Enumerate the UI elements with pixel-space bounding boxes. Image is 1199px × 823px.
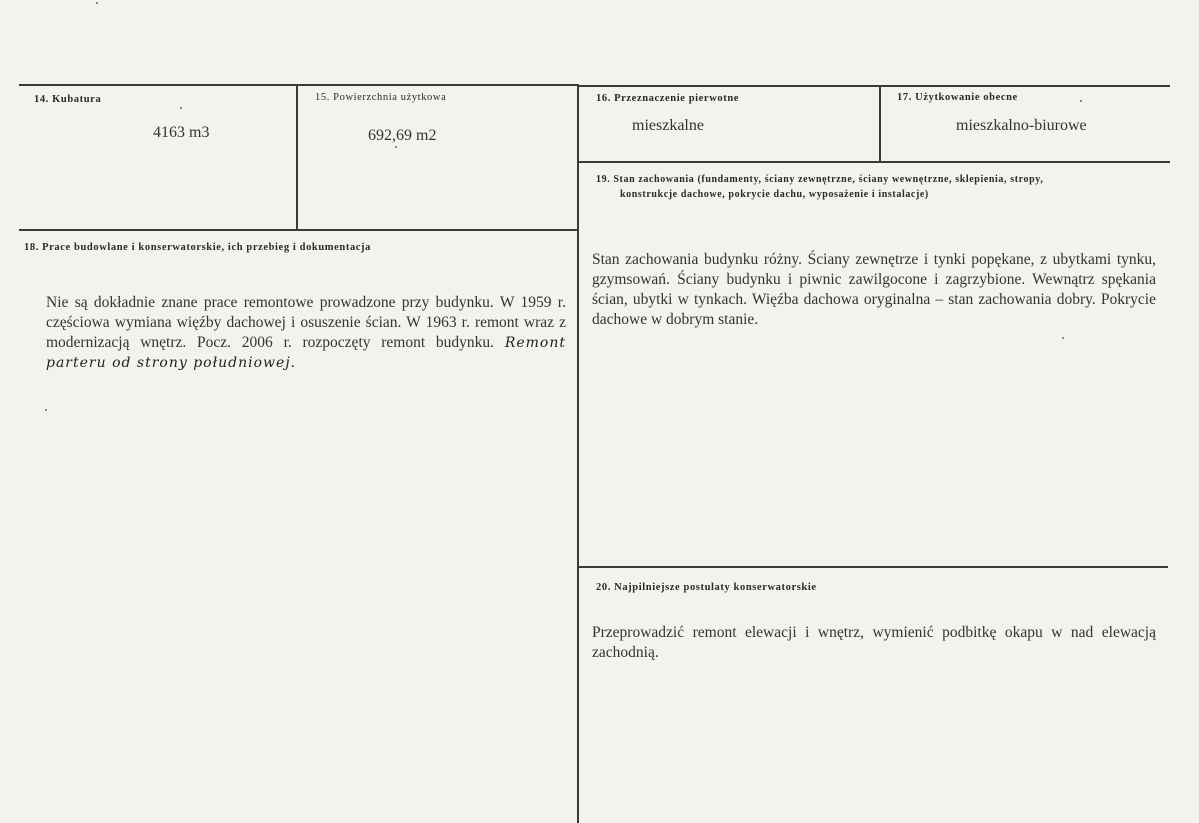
field-20-label: 20. Najpilniejsze postulaty konserwatorskie xyxy=(596,582,817,593)
border-under-16-17 xyxy=(578,161,1170,163)
field-20-text: Przeprowadzić remont elewacji i wnętrz, wymienić podbitkę okapu w nad elewacją zachodnią. xyxy=(592,624,1156,661)
field-17-label: 17. Użytkowanie obecne xyxy=(897,92,1018,103)
divider-16-17 xyxy=(879,85,881,161)
scan-speck xyxy=(45,409,47,411)
border-above-20 xyxy=(578,566,1168,568)
field-16-label: 16. Przeznaczenie pierwotne xyxy=(596,93,740,104)
top-border-right xyxy=(578,85,1170,87)
scan-speck xyxy=(180,107,182,109)
field-19-label-line2: konstrukcje dachowe, pokrycie dachu, wyposażenie i instalacje) xyxy=(620,189,929,200)
field-15-value: 692,69 m2 xyxy=(368,127,437,144)
border-under-14-15 xyxy=(19,229,579,231)
field-17-value: mieszkalno-biurowe xyxy=(956,117,1087,134)
field-18-handwritten-note: Remont parteru od strony południowej. xyxy=(46,335,566,371)
scan-speck xyxy=(96,2,98,4)
field-18-label: 18. Prace budowlane i konserwatorskie, ich przebieg i dokumentacja xyxy=(24,242,372,253)
field-14-label: 14. Kubatura xyxy=(34,94,102,105)
top-border-left xyxy=(19,84,579,86)
field-18-text: Nie są dokładnie znane prace remontowe prowadzone przy budynku. W 1959 r. częściowa wymiana więźby dachowej i osuszenie ścian. W 1963 r. remont wraz z modernizacją wnętrz. Pocz. 2006 r. rozpoczęty remont budynku. xyxy=(46,294,566,351)
field-16-value: mieszkalne xyxy=(632,117,704,134)
field-19-label-line1: 19. Stan zachowania (fundamenty, ściany zewnętrzne, ściany wewnętrzne, sklepienia, stropy, xyxy=(596,174,1044,185)
scan-speck xyxy=(395,146,397,148)
field-19-text: Stan zachowania budynku różny. Ściany zewnętrze i tynki popękane, z ubytkami tynku, gzymsowań. Ściany budynku i piwnic zawilgocone i zagrzybione. Wewnątrz spękania ścian, ubytki w tynkach. Więźba dachowa oryginalna – stan zachowania dobry. Pokrycie dachowe w dobrym stanie. xyxy=(592,251,1156,328)
field-14-value: 4163 m3 xyxy=(153,124,210,141)
divider-left-right xyxy=(577,84,579,823)
divider-14-15 xyxy=(296,84,298,230)
field-18-text-block xyxy=(46,293,566,373)
scan-speck xyxy=(1080,100,1082,102)
field-15-label: 15. Powierzchnia użytkowa xyxy=(315,92,447,103)
scan-speck xyxy=(1062,337,1064,339)
